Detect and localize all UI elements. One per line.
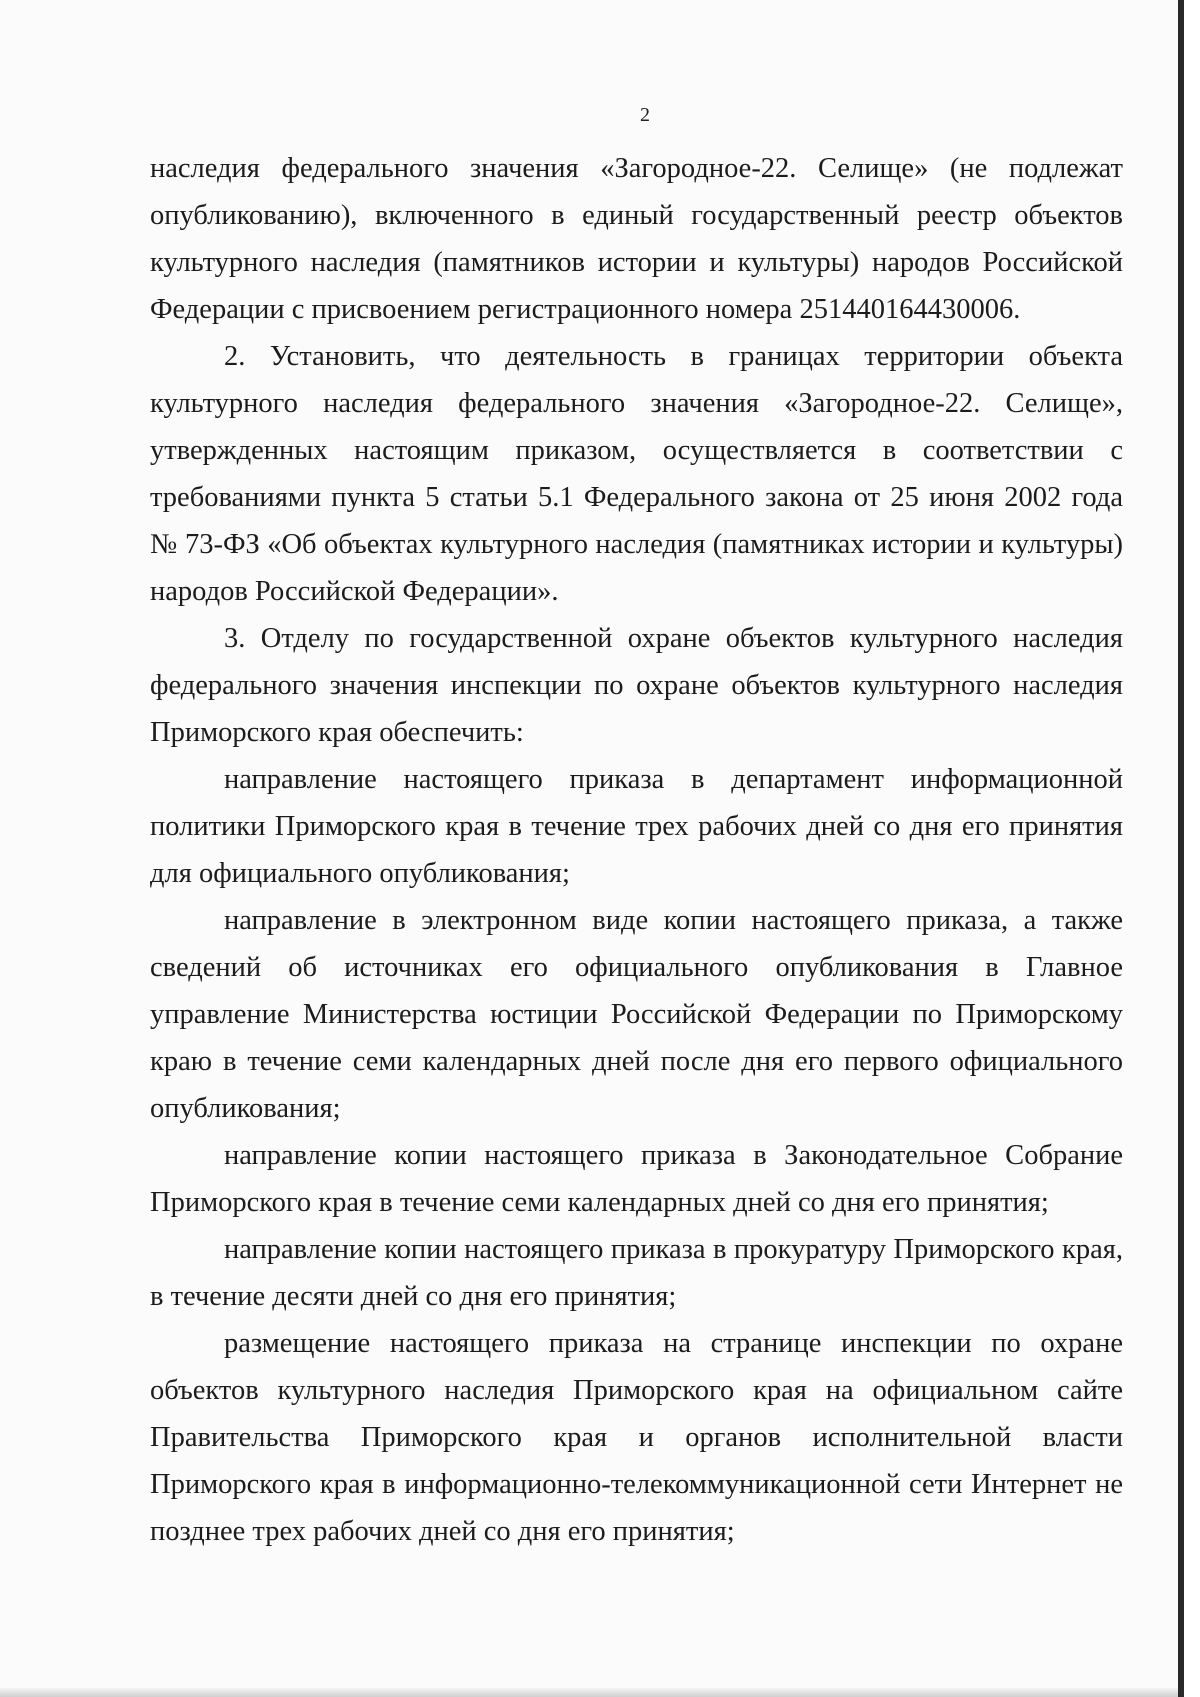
scan-margin-right bbox=[1184, 0, 1200, 1697]
paragraph-subitem-publication: направление настоящего приказа в департамент информационной политики Приморского края в течение трех рабочих дней со дня его принятия для официального опубликования; bbox=[150, 764, 1123, 889]
document-body bbox=[150, 145, 1123, 1555]
paragraph-subitem-ministry-justice: направление в электронном виде копии настоящего приказа, а также сведений об источниках его официального опубликования в Главное управление Министерства юстиции Российской Федерации по Приморскому краю в течение семи календарных дней после дня его первого официального опубликования; bbox=[150, 905, 1123, 1124]
scan-edge-bottom bbox=[0, 1688, 1178, 1697]
paragraph-item-3: 3. Отделу по государственной охране объектов культурного наследия федерального значения инспекции по охране объектов культурного наследия Приморского края обеспечить: bbox=[150, 623, 1123, 748]
paragraph-item-2: 2. Установить, что деятельность в границах территории объекта культурного наследия федерального значения «Загородное-22. Селище», утвержденных настоящим приказом, осуществляется в соответствии с требованиями пункта 5 статьи 5.1 Федерального закона от 25 июня 2002 года № 73-ФЗ «Об объектах культурного наследия (памятниках истории и культуры) народов Российской Федерации». bbox=[150, 341, 1123, 607]
paragraph-subitem-website: размещение настоящего приказа на странице инспекции по охране объектов культурного наследия Приморского края на официальном сайте Правительства Приморского края и органов исполнительной власти Приморского края в информационно-телекоммуникационной сети Интернет не позднее трех рабочих дней со дня его принятия; bbox=[150, 1328, 1123, 1547]
paragraph-subitem-legislative-assembly: направление копии настоящего приказа в Законодательное Собрание Приморского края в течение семи календарных дней со дня его принятия; bbox=[150, 1140, 1123, 1218]
page-number: 2 bbox=[640, 104, 650, 126]
paragraph-continuation: наследия федерального значения «Загородное-22. Селище» (не подлежат опубликованию), включенного в единый государственный реестр объектов культурного наследия (памятников истории и культуры) народов Российской Федерации с присвоением регистрационного номера 251440164430006. bbox=[150, 153, 1123, 325]
paragraph-subitem-prosecutor: направление копии настоящего приказа в прокуратуру Приморского края, в течение десяти дней со дня его принятия; bbox=[150, 1234, 1123, 1312]
